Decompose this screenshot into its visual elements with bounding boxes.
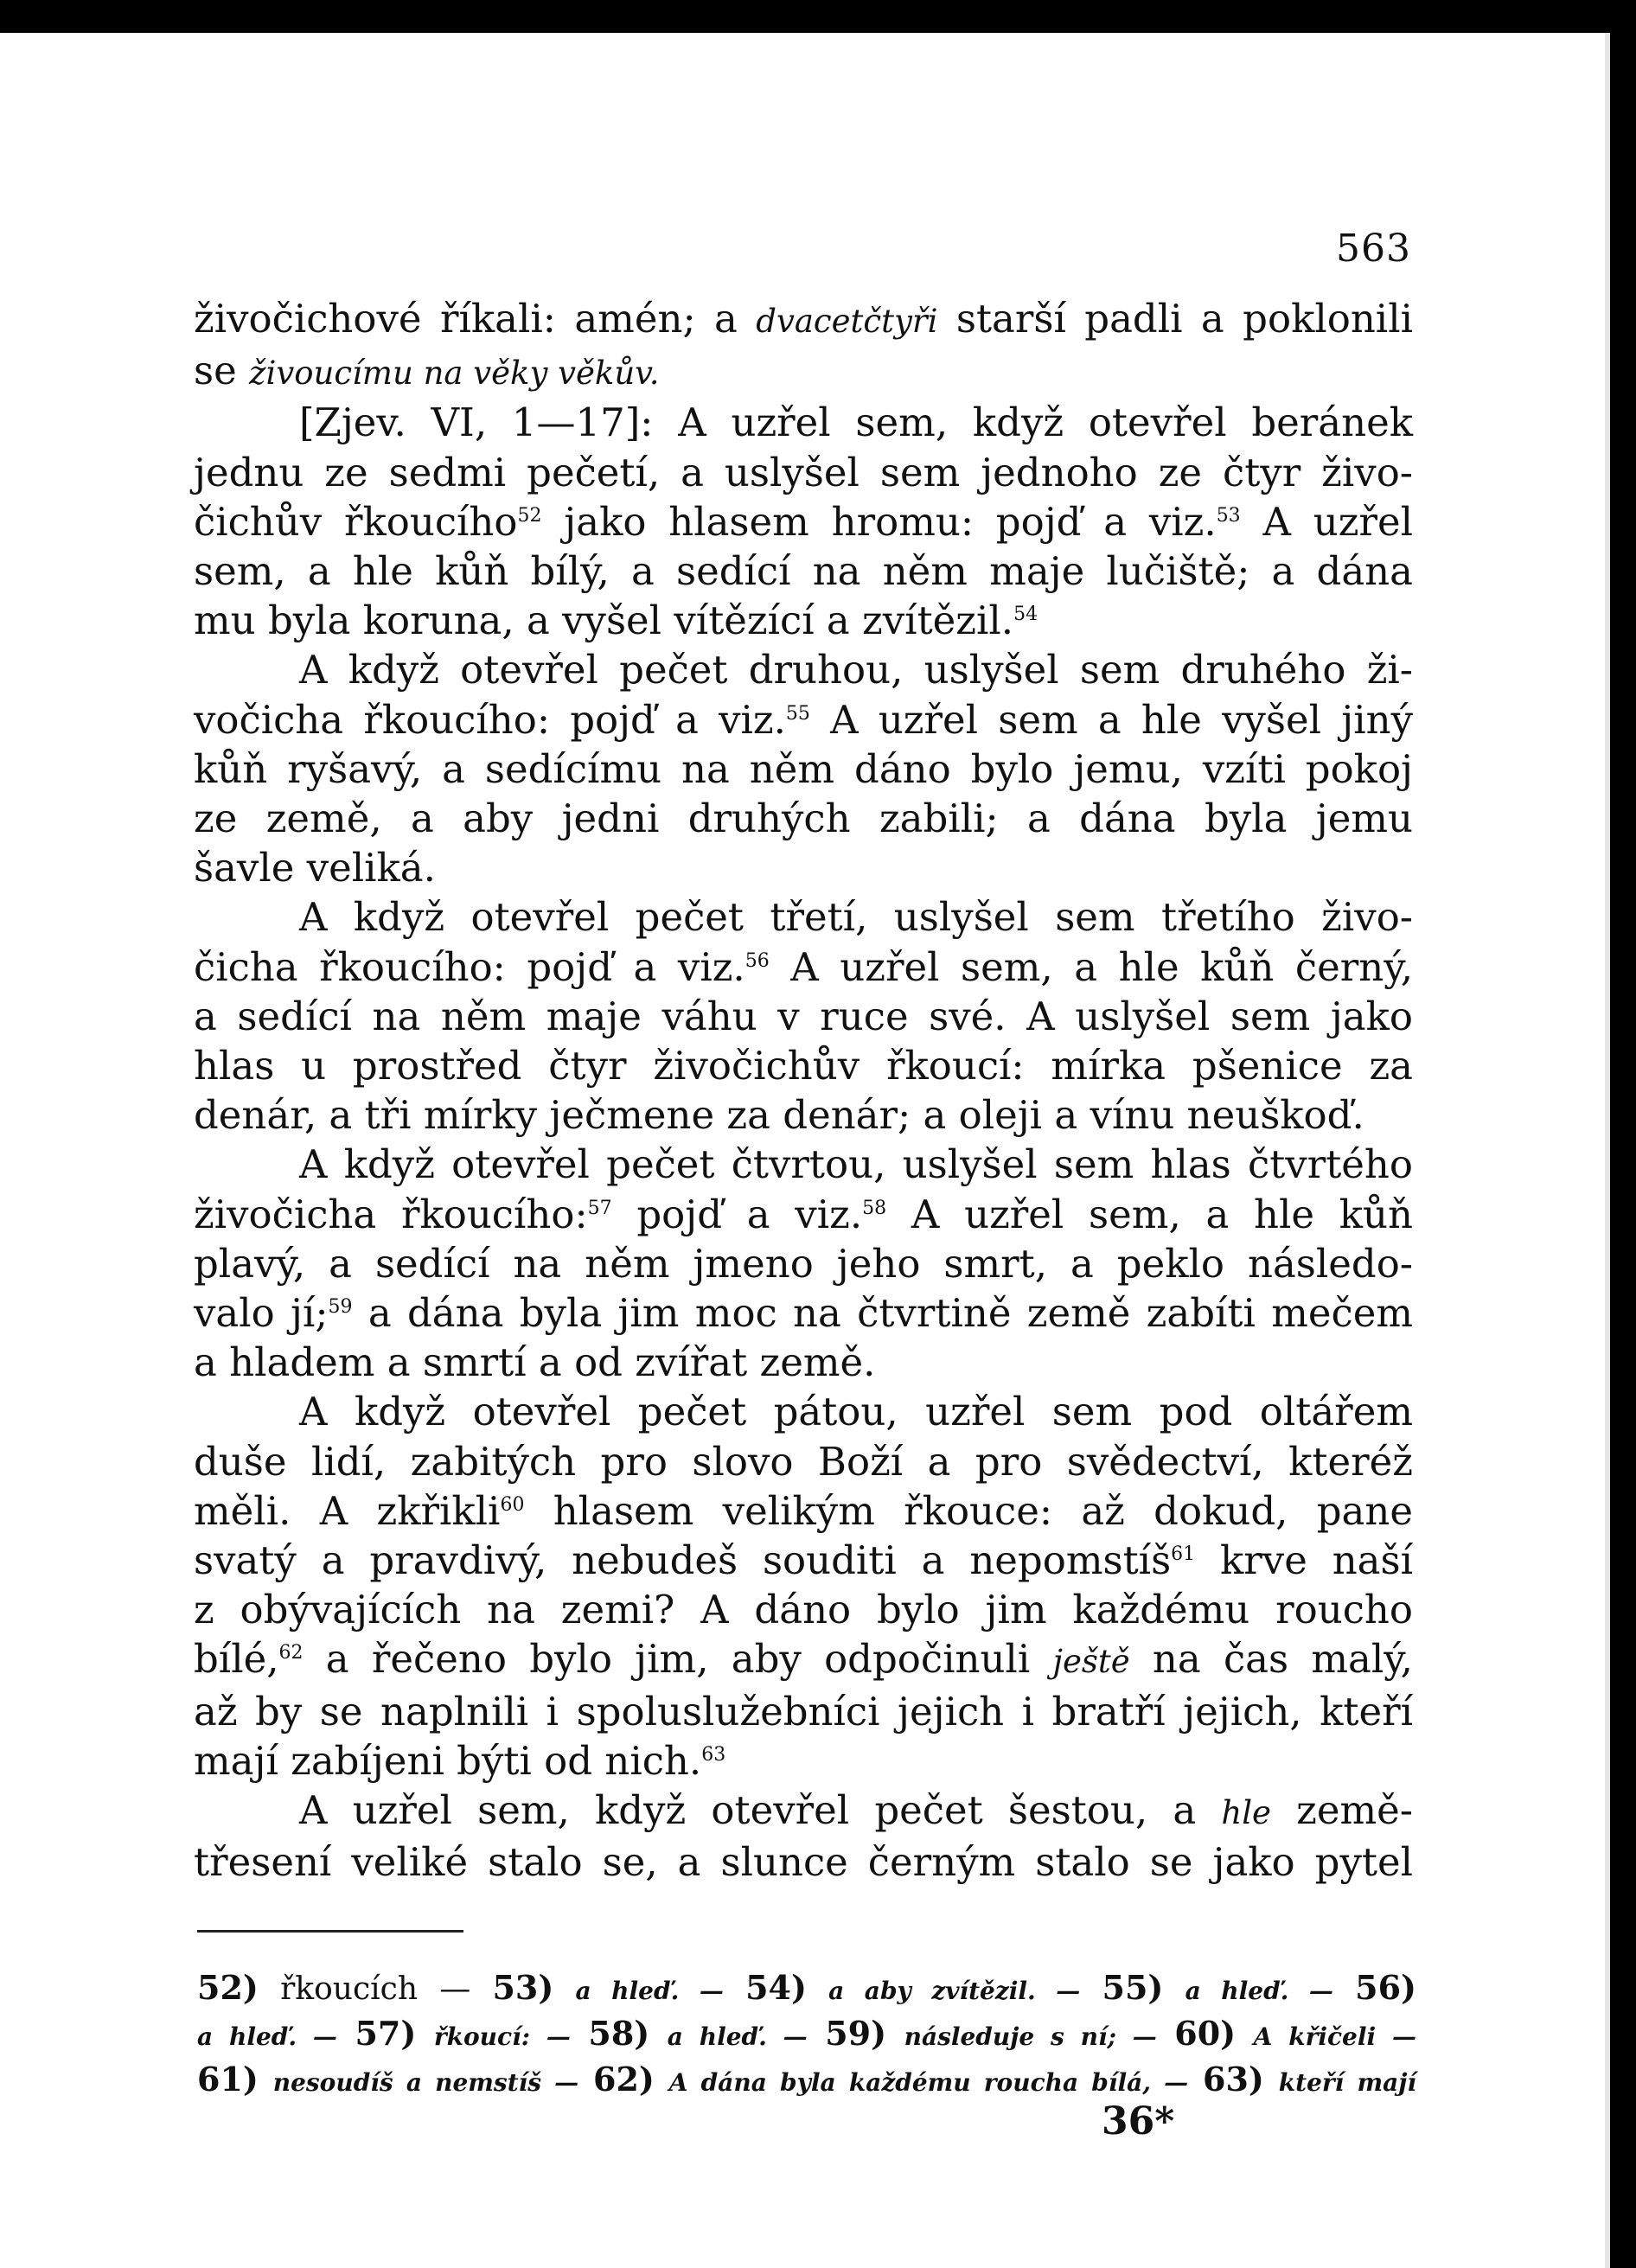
footnote-ref: 58 bbox=[862, 1197, 887, 1219]
footnote-ref: 53 bbox=[1216, 504, 1241, 527]
footnote-ref: 56 bbox=[745, 949, 770, 972]
text-line: plavý, a sedící na něm jmeno jeho smrt, a peklo následo- bbox=[194, 1240, 1413, 1287]
text-line: až by se naplnili i spoluslužebníci jejich i bratří jejich, kteří bbox=[194, 1688, 1413, 1735]
footnote-ref: 60 bbox=[500, 1493, 525, 1516]
footnote-line: a hleď. — 57) řkoucí: — 58) a hleď. — 59) následuje s ní; — 60) A křičeli — bbox=[197, 2014, 1416, 2053]
text-line: A uzřel sem, když otevřel pečet šestou, a hle země- bbox=[299, 1787, 1413, 1834]
text-line: a hladem a smrtí a od zvířat země. bbox=[194, 1339, 876, 1386]
signature-mark: 36* bbox=[1102, 2099, 1175, 2143]
text-line: bílé,$^{62}$ a řečeno bylo jim, aby odpočinuli ještě na čas malý, bbox=[194, 1636, 1413, 1683]
text-line: z obývajících na zemi? A dáno bylo jim každému roucho bbox=[194, 1587, 1413, 1633]
footnote-line: 52) řkoucích — 53) a hleď. — 54) a aby zvítězil. — 55) a hleď. — 56) bbox=[197, 1968, 1417, 2007]
footnote-ref: 62 bbox=[278, 1642, 304, 1664]
text-line: mají zabíjeni býti od nich.$^{63}$ bbox=[194, 1737, 726, 1784]
text-line: svatý a pravdivý, nebudeš souditi a nepomstíš$^{61}$ krve naší bbox=[194, 1537, 1413, 1584]
text-line: valo jí;$^{59}$ a dána byla jim moc na čtvrtině země zabíti mečem bbox=[194, 1290, 1413, 1337]
text-line: třesení veliké stalo se, a slunce černým stalo se jako pytel bbox=[194, 1839, 1413, 1886]
text-line: se živoucímu na věky věkův. bbox=[194, 348, 660, 394]
footnote-divider bbox=[197, 1930, 463, 1933]
text-line: čichův řkoucího$^{52}$ jako hlasem hromu: pojď a viz.$^{53}$ A uzřel bbox=[194, 498, 1413, 545]
scan-border-top bbox=[0, 0, 1636, 33]
text-line: A když otevřel pečet čtvrtou, uslyšel sem hlas čtvrtého bbox=[299, 1141, 1413, 1188]
text-line: hlas u prostřed čtyr živočichův řkoucí: mírka pšenice za bbox=[194, 1043, 1413, 1089]
text-line: denár, a tři mírky ječmene za denár; a oleji a vínu neuškoď. bbox=[194, 1092, 1364, 1139]
footnote-ref: 61 bbox=[1171, 1543, 1196, 1566]
footnote-ref: 59 bbox=[328, 1296, 353, 1319]
text-line: ze země, a aby jedni druhých zabili; a dána byla jemu bbox=[194, 795, 1413, 842]
footnote-ref: 57 bbox=[587, 1197, 612, 1219]
text-line: A když otevřel pečet pátou, uzřel sem pod oltářem bbox=[299, 1389, 1413, 1435]
text-line: sem, a hle kůň bílý, a sedící na něm maje lučiště; a dána bbox=[194, 548, 1413, 595]
text-line: šavle veliká. bbox=[194, 845, 436, 891]
scan-border-right bbox=[1610, 0, 1636, 2268]
text-line: A když otevřel pečet druhou, uslyšel sem druhého ži- bbox=[299, 647, 1413, 693]
page-number: 563 bbox=[1336, 227, 1411, 271]
text-line: a sedící na něm maje váhu v ruce své. A uslyšel sem jako bbox=[194, 993, 1413, 1039]
footnote-ref: 54 bbox=[1013, 604, 1038, 626]
text-line: živočicha řkoucího:$^{57}$ pojď a viz.$^{58}$ A uzřel sem, a hle kůň bbox=[194, 1191, 1413, 1237]
text-line: měli. A zkřikli$^{60}$ hlasem velikým řkouce: až dokud, pane bbox=[194, 1487, 1414, 1534]
text-line: čicha řkoucího: pojď a viz.$^{56}$ A uzřel sem, a hle kůň černý, bbox=[194, 943, 1413, 990]
footnote-line: 61) nesoudíš a nemstíš — 62) A dána byla každému roucha bílá, — 63) kteří mají bbox=[197, 2060, 1416, 2099]
text-line: jednu ze sedmi pečetí, a uslyšel sem jednoho ze čtyr živo- bbox=[194, 449, 1413, 495]
text-line: A když otevřel pečet třetí, uslyšel sem třetího živo- bbox=[299, 894, 1413, 941]
text-line: vočicha řkoucího: pojď a viz.$^{55}$ A uzřel sem a hle vyšel jiný bbox=[194, 696, 1413, 743]
main-text bbox=[194, 294, 1413, 1888]
footnote-ref: 52 bbox=[517, 504, 542, 527]
text-line: [Zjev. VI, 1—17]: A uzřel sem, když otevřel beránek bbox=[299, 399, 1413, 446]
footnotes bbox=[197, 1966, 1416, 2104]
text-line: duše lidí, zabitých pro slovo Boží a pro svědectví, kteréž bbox=[194, 1438, 1413, 1485]
footnote-ref: 55 bbox=[785, 702, 810, 725]
text-line: živočichové říkali: amén; a dvacetčtyři starší padli a poklonili bbox=[194, 296, 1413, 342]
text-line: kůň ryšavý, a sedícímu na něm dáno bylo jemu, vzíti pokoj bbox=[194, 745, 1413, 792]
footnote-ref: 63 bbox=[701, 1743, 726, 1766]
text-line: mu byla koruna, a vyšel vítězící a zvítězil.$^{54}$ bbox=[194, 597, 1038, 644]
